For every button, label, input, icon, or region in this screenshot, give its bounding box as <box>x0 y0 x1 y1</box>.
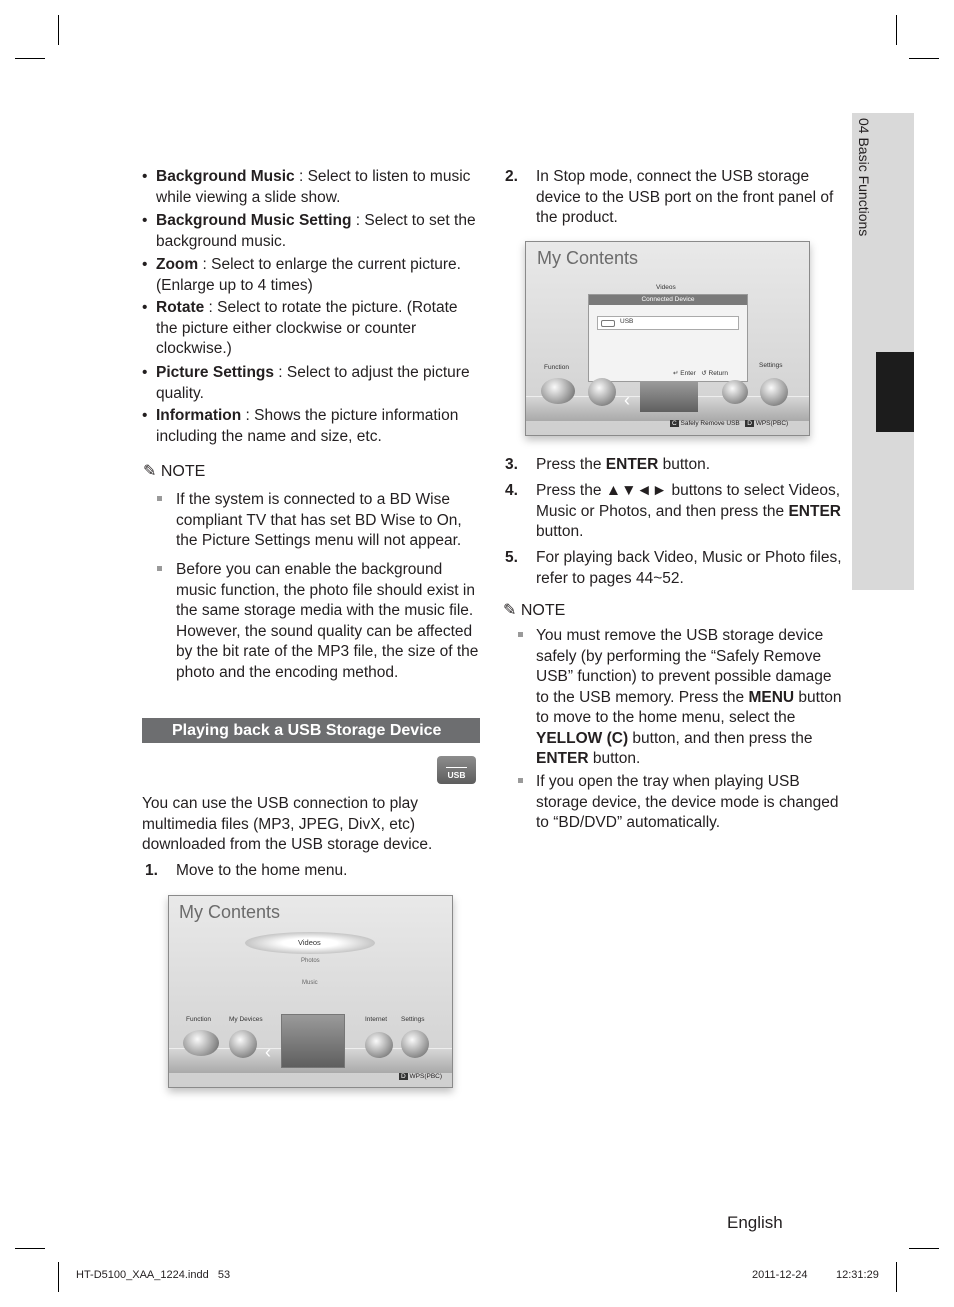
section-title-bar <box>142 718 480 743</box>
c-button-icon: C <box>672 420 677 427</box>
footer-legend <box>399 1073 442 1080</box>
step-text: In Stop mode, connect the USB storage device to the USB port on the front panel of the product. <box>536 168 834 226</box>
menu-item-photos: Photos <box>301 958 320 964</box>
note-text: If you open the tray when playing USB storage device, the device mode is changed to “BD/DVD” automatically. <box>536 773 839 831</box>
footer-legend <box>670 420 788 427</box>
screen-title: My Contents <box>537 248 639 268</box>
bullet-item: • Information : Shows the picture information including the name and size, etc. <box>142 407 459 445</box>
note-bullet-icon <box>518 632 523 637</box>
step-text: Press the ▲▼◄► buttons to select Videos, Music or Photos, and then press the ENTER button. <box>536 482 841 540</box>
screen-title: My Contents <box>179 902 281 922</box>
menu-item-videos: Videos <box>656 284 676 291</box>
note-heading: ✎ NOTE <box>143 463 206 480</box>
crop-mark <box>58 15 59 45</box>
footer-label: WPS(PBC) <box>409 1073 443 1080</box>
my-devices-icon <box>588 378 616 406</box>
step-number: 4. <box>505 482 518 499</box>
note-text: You must remove the USB storage device safely (by performing the “Safely Remove USB” function) to prevent possible damage to the USB memory. Press the MENU button to move to the home menu, select the YELLOW (C) button, and then press the ENTER button. <box>536 627 842 767</box>
function-icon <box>541 378 575 404</box>
menu-label-my-devices: My Devices <box>229 1016 263 1023</box>
chapter-label-text: 04 Basic Functions <box>856 118 872 237</box>
footer-label-safely-remove: Safely Remove USB <box>680 420 740 427</box>
usb-symbol <box>446 761 467 768</box>
step-number: 5. <box>505 549 518 566</box>
settings-gear-icon <box>401 1030 429 1058</box>
bullet-item: • Zoom : Select to enlarge the current picture. (Enlarge up to 4 times) <box>142 256 461 294</box>
page-language: English <box>727 1213 783 1232</box>
usb-drive-icon <box>601 320 615 327</box>
enter-icon: ↵ <box>673 370 679 377</box>
crop-mark <box>896 1262 897 1292</box>
chapter-marker <box>876 352 914 432</box>
internet-icon <box>365 1032 393 1058</box>
step-text: Press the ENTER button. <box>536 456 711 473</box>
note-text: Before you can enable the background music function, the photo file should exist in the same storage media with the music file. However, the sound quality can be affected by the bit rate of the MP3 file, the size of the photo and the encoding method. <box>176 561 479 681</box>
return-label: Return <box>708 370 729 377</box>
note-bullet-icon <box>157 496 162 501</box>
my-contents-icon <box>281 1014 345 1068</box>
bullet-item: • Background Music : Select to listen to music while viewing a slide show. <box>142 168 471 206</box>
d-button-icon: D <box>747 420 752 427</box>
bullet-item: • Background Music Setting : Select to set the background music. <box>142 212 476 250</box>
chapter-label <box>852 118 876 318</box>
menu-label-function: Function <box>186 1016 211 1023</box>
usb-icon <box>437 756 476 784</box>
menu-label-settings: Settings <box>401 1016 425 1023</box>
print-date: 2011-12-24 <box>752 1269 808 1281</box>
print-time: 12:31:29 <box>836 1269 879 1281</box>
crop-mark <box>15 58 45 59</box>
my-contents-icon <box>640 382 698 412</box>
bullet-item: • Rotate : Select to rotate the picture. (Rotate the picture either clockwise or counter clockwise.) <box>142 299 458 357</box>
d-button-icon: D <box>401 1073 406 1080</box>
chevron-left-icon: ‹ <box>265 1042 271 1062</box>
pencil-icon: ✎ <box>143 463 157 480</box>
connected-device-dialog <box>588 294 748 382</box>
intro-text: You can use the USB connection to play multimedia files (MP3, JPEG, DivX, etc) downloaded from the USB storage device. <box>142 795 433 853</box>
pencil-icon: ✎ <box>503 602 517 619</box>
internet-icon <box>722 380 748 404</box>
file-info: HT-D5100_XAA_1224.indd 53 <box>76 1269 231 1281</box>
settings-gear-icon <box>760 378 788 406</box>
step-number: 3. <box>505 456 518 473</box>
section-title: Playing back a USB Storage Device <box>172 722 442 739</box>
return-icon: ↺ <box>701 370 707 377</box>
menu-item-music: Music <box>302 980 318 986</box>
note-bullet-icon <box>157 566 162 571</box>
my-devices-icon <box>229 1030 257 1058</box>
step-number: 1. <box>145 862 158 879</box>
device-name: USB <box>620 318 634 325</box>
function-icon <box>183 1030 219 1056</box>
step-text: Move to the home menu. <box>176 862 348 879</box>
menu-label-settings: Settings <box>759 362 783 369</box>
crop-mark <box>15 1248 45 1249</box>
connected-device-screenshot <box>525 241 810 436</box>
crop-mark <box>896 15 897 45</box>
step-number: 2. <box>505 168 518 185</box>
crop-mark <box>909 58 939 59</box>
menu-label-function: Function <box>544 364 569 371</box>
bullet-item: • Picture Settings : Select to adjust the picture quality. <box>142 364 470 402</box>
note-bullet-icon <box>518 778 523 783</box>
note-text: If the system is connected to a BD Wise compliant TV that has set BD Wise to On, the Picture Settings menu will not appear. <box>176 491 462 549</box>
chevron-left-icon: ‹ <box>624 390 630 410</box>
footer-label-wps: WPS(PBC) <box>755 420 789 427</box>
crop-mark <box>909 1248 939 1249</box>
device-row-usb[interactable] <box>597 316 739 330</box>
menu-item-videos: Videos <box>298 938 321 947</box>
menu-label-internet: Internet <box>365 1016 388 1023</box>
enter-label: Enter <box>680 370 696 377</box>
usb-icon-label: USB <box>447 770 466 780</box>
dialog-title: Connected Device <box>589 295 747 305</box>
step-text: For playing back Video, Music or Photo files, refer to pages 44~52. <box>536 549 842 587</box>
dialog-help <box>673 369 728 377</box>
home-menu-screenshot <box>168 895 453 1088</box>
note-heading: ✎ NOTE <box>503 602 566 619</box>
crop-mark <box>58 1262 59 1292</box>
